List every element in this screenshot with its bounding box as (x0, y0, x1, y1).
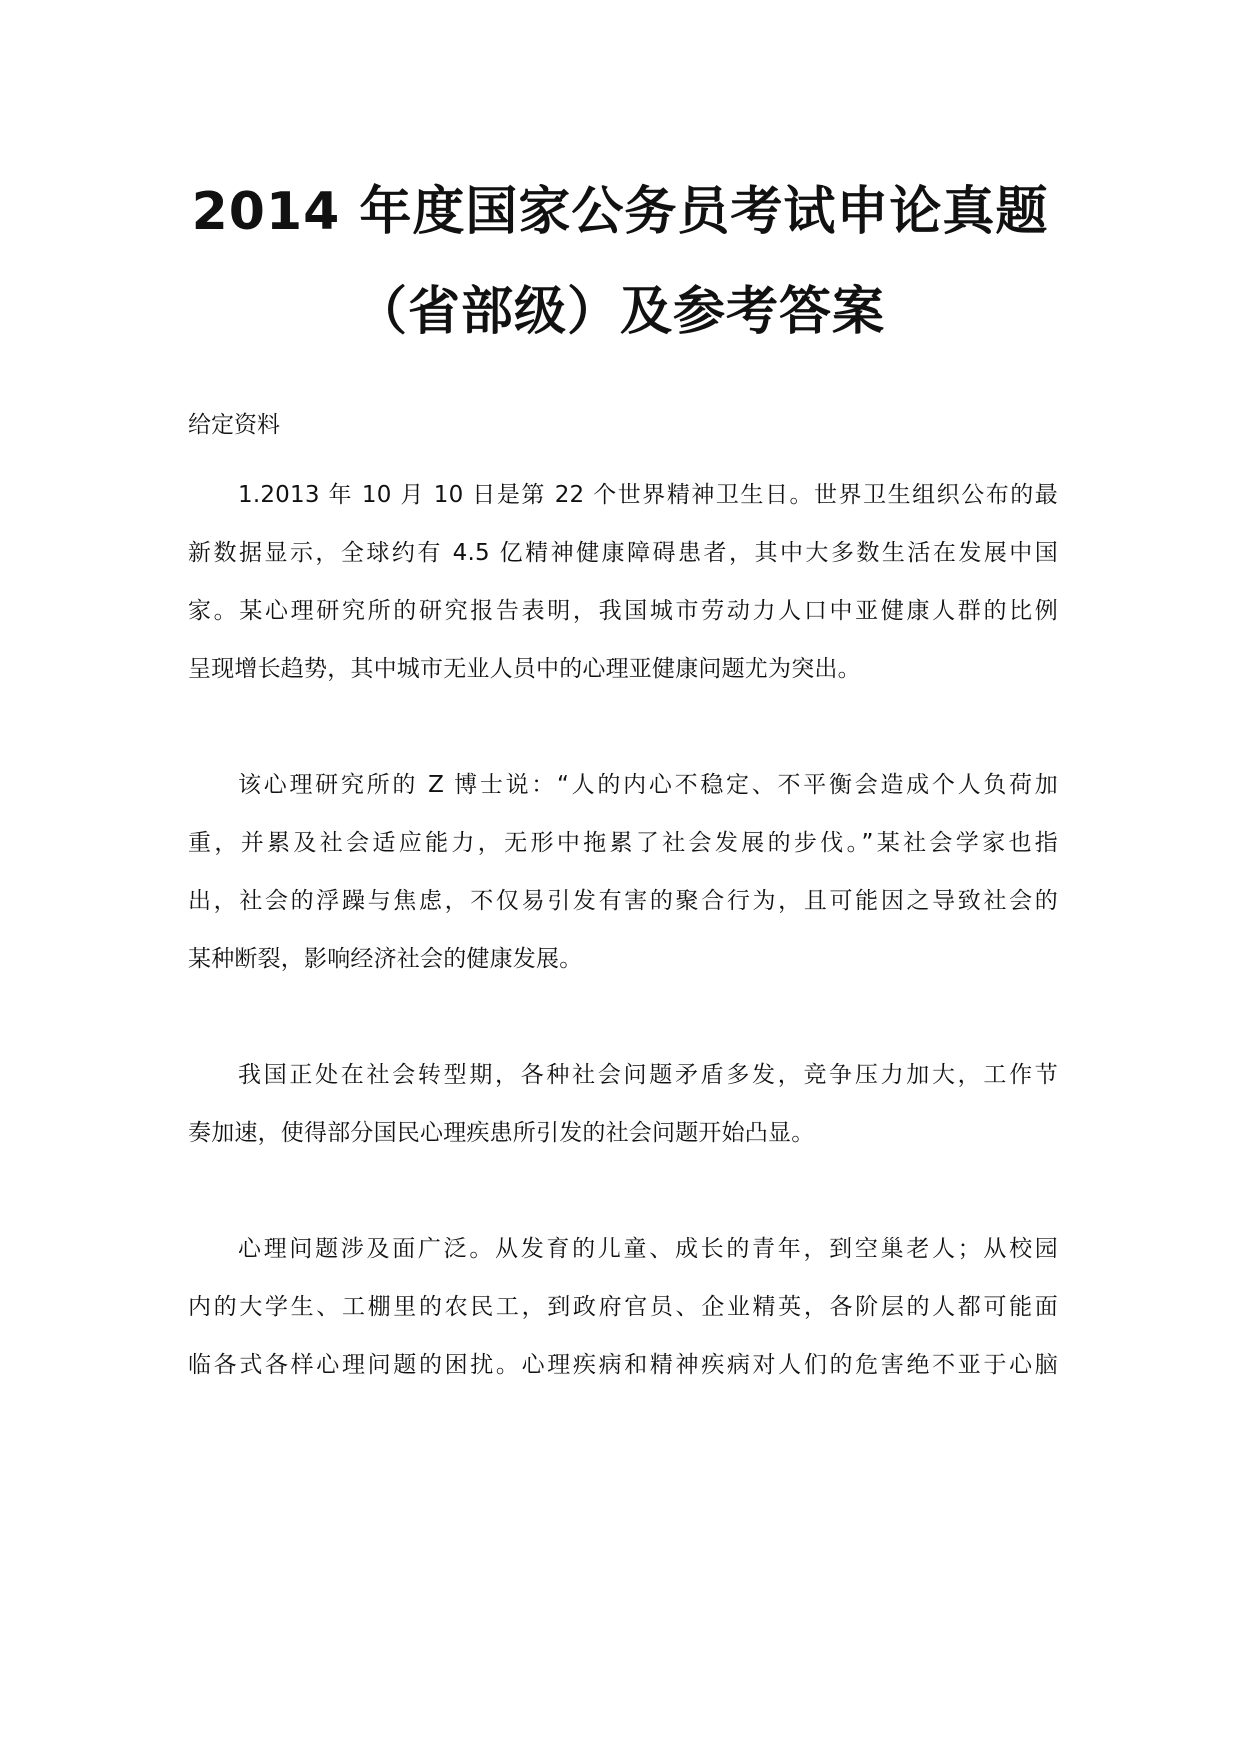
section-label: 给定资料 (188, 412, 280, 438)
paragraph-2-line-3: 出，社会的浮躁与焦虑，不仅易引发有害的聚合行为，且可能因之导致社会的 (188, 888, 1058, 914)
document-title-line-1: 2014 年度国家公务员考试申论真题 (191, 182, 1049, 242)
paragraph-1-line-1: 1.2013 年 10 月 10 日是第 22 个世界精神卫生日。世界卫生组织公布的最 (238, 482, 1058, 508)
paragraph-3-line-2: 奏加速，使得部分国民心理疾患所引发的社会问题开始凸显。 (188, 1120, 815, 1146)
paragraph-3-line-1: 我国正处在社会转型期，各种社会问题矛盾多发，竞争压力加大，工作节 (238, 1062, 1058, 1088)
paragraph-2-line-1: 该心理研究所的 Z 博士说：“人的内心不稳定、不平衡会造成个人负荷加 (238, 772, 1058, 798)
paragraph-4-line-1: 心理问题涉及面广泛。从发育的儿童、成长的青年，到空巢老人；从校园 (238, 1236, 1058, 1262)
paragraph-4-line-3: 临各式各样心理问题的困扰。心理疾病和精神疾病对人们的危害绝不亚于心脑 (188, 1352, 1058, 1378)
paragraph-1-line-4: 呈现增长趋势，其中城市无业人员中的心理亚健康问题尤为突出。 (188, 656, 861, 682)
paragraph-1-line-2: 新数据显示，全球约有 4.5 亿精神健康障碍患者，其中大多数生活在发展中国 (188, 540, 1058, 566)
paragraph-1-line-3: 家。某心理研究所的研究报告表明，我国城市劳动力人口中亚健康人群的比例 (188, 598, 1058, 624)
document-title-line-2: （省部级）及参考答案 (354, 282, 885, 342)
paragraph-4-line-2: 内的大学生、工棚里的农民工，到政府官员、企业精英，各阶层的人都可能面 (188, 1294, 1058, 1320)
paragraph-2-line-4: 某种断裂，影响经济社会的健康发展。 (188, 946, 583, 972)
paragraph-2-line-2: 重，并累及社会适应能力，无形中拖累了社会发展的步伐。”某社会学家也指 (188, 830, 1058, 856)
